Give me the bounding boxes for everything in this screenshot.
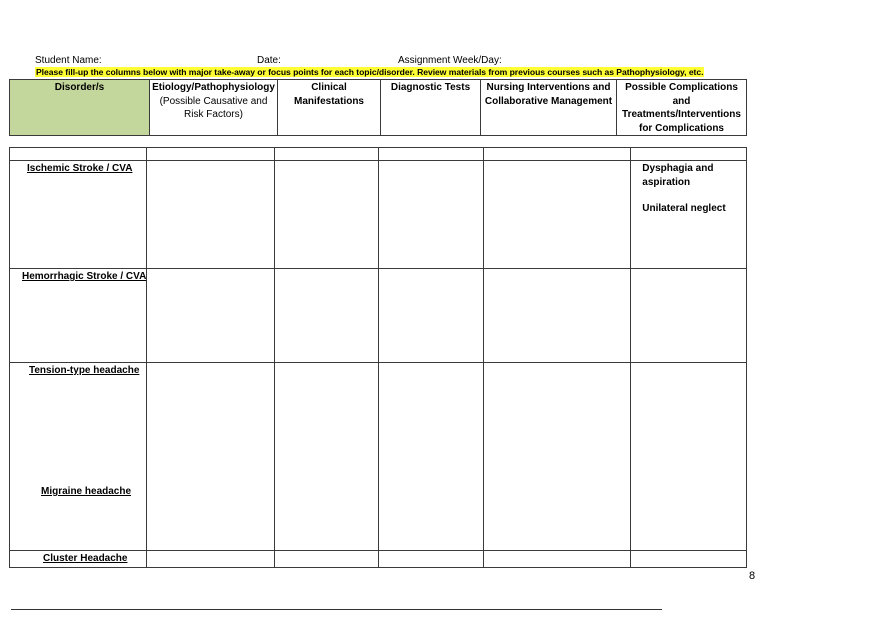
instructions-text: Please fill-up the columns below with major take-away or focus points for each topic/disorder. Review materials from previous courses such as Pathophysiology, etc. — [36, 67, 704, 77]
nursing-cell[interactable] — [484, 551, 631, 568]
complication-item: Dysphagia and aspiration — [642, 163, 714, 188]
etiology-cell[interactable] — [147, 161, 275, 269]
clinical-cell[interactable] — [275, 551, 379, 568]
diagnostic-cell[interactable] — [379, 551, 484, 568]
col-header-nursing: Nursing Interventions and Collaborative Management — [481, 80, 617, 136]
disorder-label: Hemorrhagic Stroke / CVA — [22, 271, 147, 282]
diagnostic-cell[interactable] — [379, 363, 484, 551]
table-row — [10, 363, 747, 551]
cell[interactable] — [379, 148, 484, 161]
cell[interactable] — [275, 148, 379, 161]
cell[interactable] — [10, 148, 147, 161]
complications-cell[interactable] — [631, 363, 747, 551]
nursing-cell[interactable] — [484, 269, 631, 363]
col-header-complications: Possible Complications and Treatments/Interventions for Complications — [617, 80, 747, 136]
diagnostic-cell[interactable] — [379, 161, 484, 269]
col-header-diagnostic: Diagnostic Tests — [381, 80, 481, 136]
clinical-cell[interactable] — [275, 161, 379, 269]
disorder-cell[interactable] — [10, 269, 147, 363]
date-label: Date: — [257, 55, 281, 66]
page-number: 8 — [749, 570, 756, 582]
clinical-cell[interactable] — [275, 363, 379, 551]
spacer-row — [10, 148, 747, 161]
disorder-label: Ischemic Stroke / CVA — [27, 163, 133, 174]
complications-cell[interactable] — [631, 551, 747, 568]
complications-cell[interactable] — [631, 269, 747, 363]
complication-item: Unilateral neglect — [642, 203, 726, 214]
disorder-label-migraine: Migraine headache — [41, 486, 132, 497]
cell[interactable] — [631, 148, 747, 161]
table-row — [10, 161, 747, 269]
disorder-cell[interactable] — [10, 551, 147, 568]
col-header-clinical: Clinical Manifestations — [278, 80, 381, 136]
cell[interactable] — [484, 148, 631, 161]
diagnostic-cell[interactable] — [379, 269, 484, 363]
col-header-etiology-sub: (Possible Causative and Risk Factors) — [159, 95, 268, 120]
clinical-cell[interactable] — [275, 269, 379, 363]
etiology-cell[interactable] — [147, 363, 275, 551]
table-row — [10, 551, 747, 568]
header-table — [9, 79, 747, 136]
nursing-cell[interactable] — [484, 363, 631, 551]
etiology-cell[interactable] — [147, 551, 275, 568]
etiology-cell[interactable] — [147, 269, 275, 363]
disorder-cell[interactable] — [10, 161, 147, 269]
col-header-disorders: Disorder/s — [10, 80, 150, 136]
disorder-label: Tension-type headache — [29, 365, 140, 376]
student-name-label: Student Name: — [35, 55, 102, 66]
cell[interactable] — [147, 148, 275, 161]
col-header-etiology: Etiology/Pathophysiology (Possible Causative and Risk Factors) — [150, 80, 278, 136]
footer-divider — [11, 609, 662, 610]
table-row — [10, 269, 747, 363]
disorder-cell[interactable] — [10, 363, 147, 551]
nursing-cell[interactable] — [484, 161, 631, 269]
assignment-label: Assignment Week/Day: — [398, 55, 502, 66]
disorder-label: Cluster Headache — [43, 553, 128, 564]
disorders-table — [9, 147, 747, 568]
complications-cell[interactable] — [631, 161, 747, 269]
